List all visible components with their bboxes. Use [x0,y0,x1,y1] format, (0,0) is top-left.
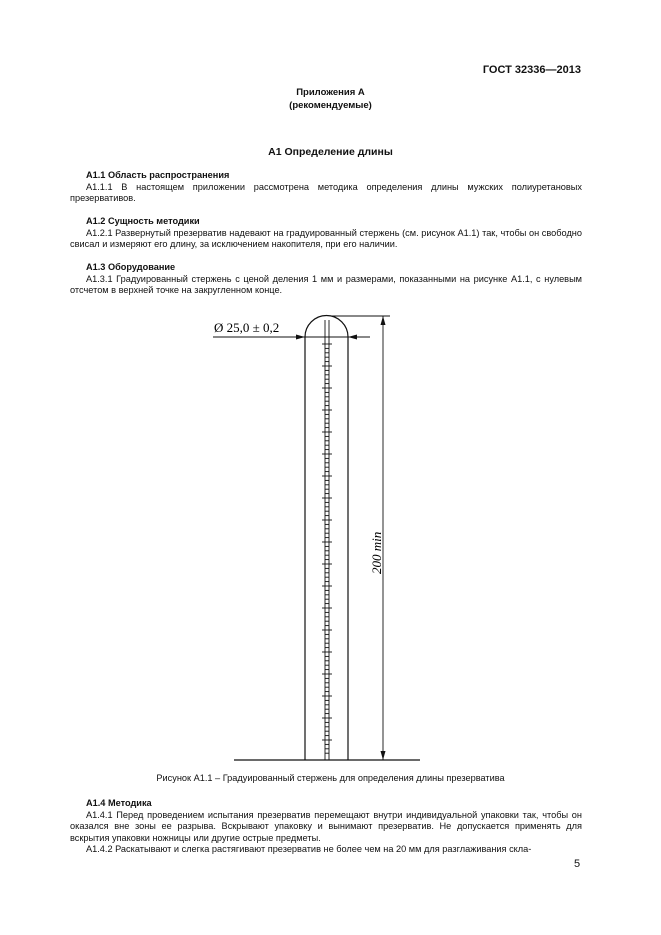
length-arrow-bottom [381,751,386,760]
diameter-label: Ø 25,0 ± 0,2 [214,320,280,335]
essence-heading: А1.2 Сущность методики [86,216,200,226]
method-heading: А1.4 Методика [86,798,152,808]
page-number: 5 [574,858,581,870]
equipment-paragraph: А1.3.1 Градуированный стержень с ценой деления 1 мм и размерами, показанными на рисунке А1.1, с нулевым отсчетом в верхней точке на закругленном конце. [70,273,582,295]
scope-paragraph: А1.1.1 В настоящем приложении рассмотрена методика определения длины мужских полиуретановых презервативов. [70,181,582,203]
appendix-subtitle: (рекомендуемые) [289,100,372,111]
scope-heading: А1.1 Область распространения [86,170,230,180]
standard-number: ГОСТ 32336—2013 [482,64,581,76]
method-section [70,798,582,856]
length-arrow-top [381,316,386,325]
section-title: А1 Определение длины [268,146,393,158]
method-paragraph-1: А1.4.1 Перед проведением испытания презерватив перемещают внутри индивидуальной упаковки так, чтобы он оказался вне зоны ее разрыва. Вскрывают упаковку и вынимают презерватив. Не допускается применять для вскрытия упаковки ножницы или другие острые предметы. [70,809,582,843]
appendix-title: Приложения А [296,87,365,98]
graduation-ticks [322,344,332,753]
diameter-arrow-left [296,335,305,340]
essence-paragraph: А1.2.1 Развернутый презерватив надевают на градуированный стержень (см. рисунок А1.1) так, чтобы он свободно свисал и измеряют его длину, за исключением накопителя, при его наличии. [70,227,582,249]
figure-caption: Рисунок А1.1 – Градуированный стержень для определения длины презерватива [156,773,505,783]
diameter-arrow-right [348,335,357,340]
length-label: 200 min [369,531,384,574]
method-paragraph-2: А1.4.2 Раскатывают и слегка растягивают презерватив не более чем на 20 мм для разглаживания скла- [86,844,532,854]
equipment-heading: А1.3 Оборудование [86,262,176,272]
